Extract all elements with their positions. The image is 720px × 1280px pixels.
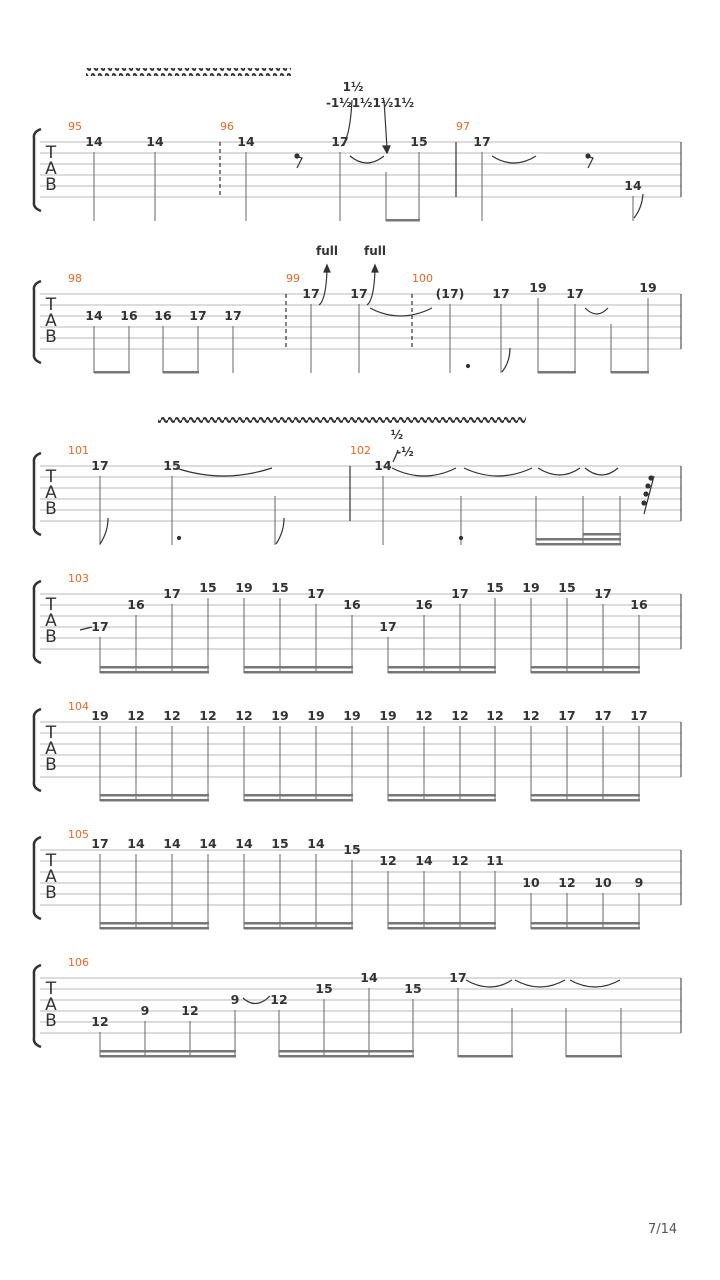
beam xyxy=(388,927,496,930)
slide-out xyxy=(100,518,108,544)
beam xyxy=(279,1055,414,1058)
beam xyxy=(244,799,353,802)
tab-clef-letter: B xyxy=(45,1011,57,1031)
beam xyxy=(583,533,621,536)
beam xyxy=(388,799,496,802)
fret-number: 14 xyxy=(235,836,253,851)
beam xyxy=(538,371,576,374)
staff-bracket xyxy=(34,453,41,535)
tab-clef-letter: B xyxy=(45,883,57,903)
beam xyxy=(244,927,353,930)
bend-arrow xyxy=(319,270,327,305)
tab-system xyxy=(34,120,681,222)
fret-number: 15 xyxy=(343,842,361,857)
fret-number: 12 xyxy=(522,708,540,723)
fret-number: 19 xyxy=(529,280,547,295)
tab-clef-letter: T xyxy=(45,723,57,743)
fret-number: 17 xyxy=(566,286,584,301)
fret-number: 15 xyxy=(163,458,181,473)
beam xyxy=(583,538,621,541)
beam xyxy=(611,371,649,374)
slur xyxy=(492,156,536,163)
tab-clef-letter: A xyxy=(45,739,57,759)
beam xyxy=(531,922,640,925)
slide-out xyxy=(502,348,510,372)
fret-number: 16 xyxy=(154,308,172,323)
tab-clef-letter: T xyxy=(45,595,57,615)
rest-dot xyxy=(295,154,299,158)
slur xyxy=(466,980,512,987)
fret-number: 17 xyxy=(451,586,469,601)
bend-amount: 1½ xyxy=(342,80,364,94)
beam xyxy=(100,794,209,797)
fret-number: 12 xyxy=(91,1014,109,1029)
staccato-dot xyxy=(460,537,463,540)
slur xyxy=(538,468,580,475)
staff-bracket xyxy=(34,709,41,791)
fret-number: 11 xyxy=(486,853,504,868)
tab-clef-letter: A xyxy=(45,867,57,887)
fret-number: 14 xyxy=(85,308,103,323)
fret-number: 17 xyxy=(449,970,467,985)
beam xyxy=(100,1055,236,1058)
beam xyxy=(388,922,496,925)
fret-number: 15 xyxy=(199,580,217,595)
beam xyxy=(566,1055,622,1058)
slur xyxy=(176,468,272,476)
beam xyxy=(244,794,353,797)
stem-dot xyxy=(642,501,646,505)
fret-number: 12 xyxy=(415,708,433,723)
fret-number: 15 xyxy=(404,981,422,996)
page-number: 7/14 xyxy=(648,1222,678,1237)
measure-number: 97 xyxy=(456,120,470,133)
fret-number: 12 xyxy=(199,708,217,723)
fret-number: 19 xyxy=(91,708,109,723)
fret-number: 16 xyxy=(120,308,138,323)
tab-clef-letter: B xyxy=(45,627,57,647)
staff-bracket xyxy=(34,129,41,211)
beam xyxy=(100,922,209,925)
beam xyxy=(100,927,209,930)
measure-number: 98 xyxy=(68,272,82,285)
fret-number: 12 xyxy=(451,853,469,868)
fret-number: 14 xyxy=(307,836,325,851)
fret-number: 12 xyxy=(558,875,576,890)
tab-clef-letter: A xyxy=(45,483,57,503)
beam xyxy=(244,671,353,674)
tab-system xyxy=(34,444,681,546)
slur xyxy=(350,156,384,163)
fret-number: 14 xyxy=(199,836,217,851)
slide-out xyxy=(634,194,643,218)
slur xyxy=(392,468,456,476)
beam xyxy=(100,799,209,802)
fret-number: 14 xyxy=(85,134,103,149)
tab-system xyxy=(34,828,681,930)
rest-dot xyxy=(586,154,590,158)
arrowhead xyxy=(324,265,330,272)
tab-clef-letter: A xyxy=(45,995,57,1015)
arrowhead xyxy=(383,146,390,153)
tab-system xyxy=(34,700,681,802)
fret-number: 17 xyxy=(350,286,368,301)
stem-dot xyxy=(644,492,648,496)
bend-amount: -1½1½1½1½ xyxy=(325,96,415,110)
measure-number: 102 xyxy=(350,444,371,457)
vibrato-line xyxy=(86,68,291,76)
bend-amount: -½ xyxy=(396,445,414,459)
fret-number: 14 xyxy=(360,970,378,985)
fret-number: 12 xyxy=(486,708,504,723)
staff-bracket xyxy=(34,581,41,663)
beam xyxy=(531,794,640,797)
measure-number: 96 xyxy=(220,120,234,133)
fret-number: 19 xyxy=(343,708,361,723)
fret-number: 9 xyxy=(634,875,644,890)
staff-bracket xyxy=(34,837,41,919)
beam xyxy=(531,927,640,930)
tab-clef-letter: B xyxy=(45,175,57,195)
fret-number: 15 xyxy=(315,981,333,996)
fret-number: 15 xyxy=(271,580,289,595)
bend-amount: full xyxy=(364,244,386,258)
fret-number: 17 xyxy=(163,586,181,601)
beam xyxy=(531,666,640,669)
fret-number: 17 xyxy=(189,308,207,323)
beam xyxy=(100,666,209,669)
slur xyxy=(464,468,532,476)
measure-number: 95 xyxy=(68,120,82,133)
tab-clef-letter: T xyxy=(45,143,57,163)
bend-arrow xyxy=(367,270,375,305)
fret-number: 17 xyxy=(91,836,109,851)
fret-number: 19 xyxy=(522,580,540,595)
slur xyxy=(585,308,608,314)
beam xyxy=(279,1050,414,1053)
measure-number: 106 xyxy=(68,956,89,969)
beam xyxy=(100,1050,236,1053)
fret-number: (17) xyxy=(435,286,465,301)
fret-number: 15 xyxy=(558,580,576,595)
measure-number: 105 xyxy=(68,828,89,841)
beam xyxy=(386,219,420,222)
fret-number: 17 xyxy=(492,286,510,301)
beam xyxy=(388,666,496,669)
beam xyxy=(388,794,496,797)
tab-clef-letter: A xyxy=(45,311,57,331)
beam xyxy=(531,799,640,802)
staccato-dot xyxy=(467,365,470,368)
fret-number: 15 xyxy=(271,836,289,851)
fret-number: 14 xyxy=(146,134,164,149)
fret-number: 19 xyxy=(379,708,397,723)
beam xyxy=(244,666,353,669)
staccato-dot xyxy=(178,537,181,540)
fret-number: 14 xyxy=(374,458,392,473)
staff-bracket xyxy=(34,281,41,363)
fret-number: 10 xyxy=(594,875,612,890)
fret-number: 19 xyxy=(639,280,657,295)
tab-clef-letter: B xyxy=(45,755,57,775)
fret-number: 19 xyxy=(307,708,325,723)
fret-number: 15 xyxy=(410,134,428,149)
fret-number: 19 xyxy=(271,708,289,723)
fret-number: 9 xyxy=(230,992,240,1007)
beam xyxy=(94,371,130,374)
fret-number: 12 xyxy=(235,708,253,723)
fret-number: 17 xyxy=(594,708,612,723)
fret-number: 17 xyxy=(91,458,109,473)
fret-number: 12 xyxy=(451,708,469,723)
measure-number: 103 xyxy=(68,572,89,585)
beam xyxy=(388,671,496,674)
fret-number: 16 xyxy=(630,597,648,612)
fret-number: 17 xyxy=(473,134,491,149)
fret-number: 17 xyxy=(331,134,349,149)
fret-number: 16 xyxy=(415,597,433,612)
fret-number: 17 xyxy=(630,708,648,723)
slur xyxy=(570,980,620,987)
measure-number: 101 xyxy=(68,444,89,457)
fret-number: 12 xyxy=(163,708,181,723)
slur xyxy=(370,308,432,316)
beam xyxy=(458,1055,513,1058)
fret-number: 14 xyxy=(624,178,642,193)
staff-bracket xyxy=(34,965,41,1047)
measure-number: 99 xyxy=(286,272,300,285)
tab-system xyxy=(34,272,681,374)
tab-clef-letter: B xyxy=(45,327,57,347)
slur xyxy=(515,980,565,987)
beam xyxy=(100,671,209,674)
fret-number: 16 xyxy=(127,597,145,612)
fret-number: 14 xyxy=(127,836,145,851)
tab-system xyxy=(34,956,681,1058)
fret-number: 12 xyxy=(181,1003,199,1018)
slide-out xyxy=(276,518,284,544)
fret-number: 17 xyxy=(302,286,320,301)
beam xyxy=(583,543,621,546)
fret-number: 19 xyxy=(235,580,253,595)
slur xyxy=(585,468,618,475)
stem-dot xyxy=(646,484,650,488)
beam xyxy=(163,371,199,374)
fret-number: 14 xyxy=(237,134,255,149)
fret-number: 17 xyxy=(558,708,576,723)
fret-number: 14 xyxy=(163,836,181,851)
tab-clef-letter: A xyxy=(45,611,57,631)
fret-number: 12 xyxy=(127,708,145,723)
fret-number: 17 xyxy=(91,619,109,634)
stem-dot xyxy=(649,476,653,480)
fret-number: 10 xyxy=(522,875,540,890)
tab-clef-letter: T xyxy=(45,295,57,315)
tab-clef-letter: A xyxy=(45,159,57,179)
fret-number: 17 xyxy=(224,308,242,323)
fret-number: 14 xyxy=(415,853,433,868)
bend-amount: full xyxy=(316,244,338,258)
beam xyxy=(244,922,353,925)
fret-number: 15 xyxy=(486,580,504,595)
tab-system xyxy=(34,572,681,674)
arrowhead xyxy=(372,265,378,272)
beam xyxy=(531,671,640,674)
fret-number: 12 xyxy=(379,853,397,868)
measure-number: 104 xyxy=(68,700,89,713)
fret-number: 17 xyxy=(594,586,612,601)
measure-number: 100 xyxy=(412,272,433,285)
tab-clef-letter: T xyxy=(45,467,57,487)
fret-number: 16 xyxy=(343,597,361,612)
fret-number: 17 xyxy=(379,619,397,634)
fret-number: 12 xyxy=(270,992,288,1007)
tab-clef-letter: T xyxy=(45,979,57,999)
fret-number: 9 xyxy=(140,1003,150,1018)
fret-number: 17 xyxy=(307,586,325,601)
vibrato-line xyxy=(158,416,526,424)
tab-clef-letter: T xyxy=(45,851,57,871)
tab-clef-letter: B xyxy=(45,499,57,519)
bend-amount: ½ xyxy=(390,428,404,442)
